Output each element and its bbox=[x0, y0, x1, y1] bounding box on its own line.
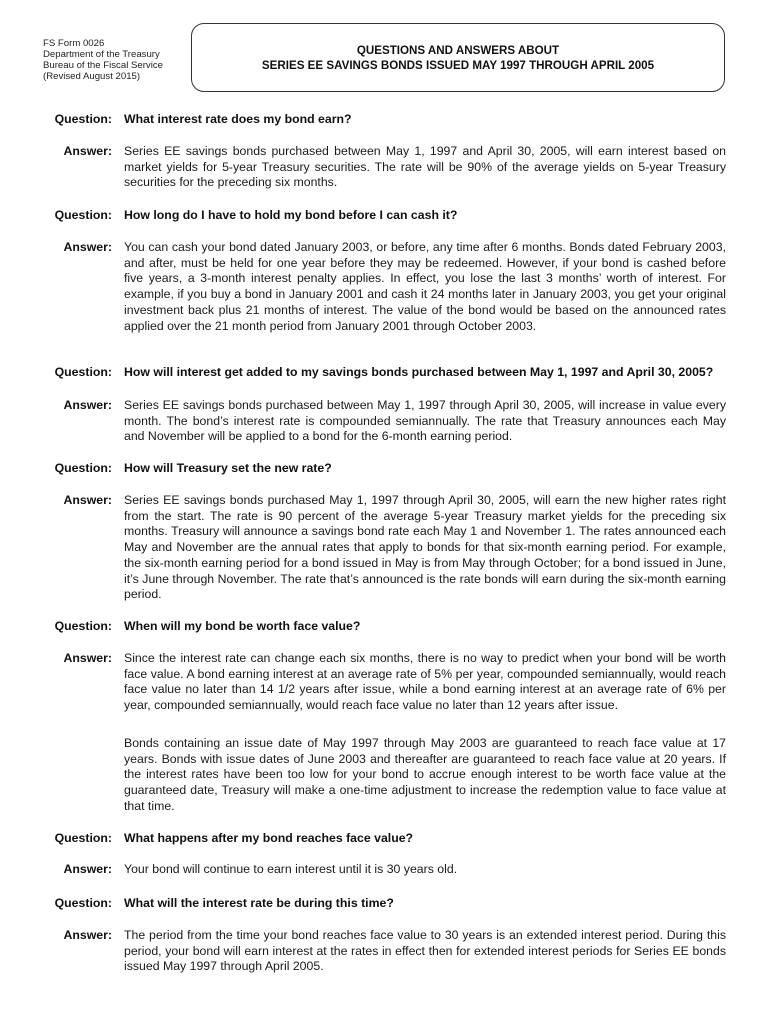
question-text: What happens after my bond reaches face value? bbox=[124, 831, 414, 845]
answer-text: Series EE savings bonds purchased between May 1, 1997 and April 30, 2005, will earn interest based on market yields for 5-year Treasury securities. The rate will be 90% of the average yields on 5-year Treasury securities for the preceding six months. bbox=[124, 144, 726, 190]
title-line-1: QUESTIONS AND ANSWERS ABOUT bbox=[356, 43, 560, 57]
answer-text: You can cash your bond dated January 2003, or before, any time after 6 months. Bonds dated February 2003, and after, must be held for one year before they may be redeemed. However, if your bond is cashed before five years, a 3-month interest penalty applies. In effect, you lose the last 3 months’ worth of interest. For example, if you buy a bond in January 2001 and cash it 24 months later in January 2003, you get your original investment back plus 21 months of interest. The value of the bond would be based on the announced rates applied over the 21 month period from January 2001 through October 2003. bbox=[124, 240, 726, 333]
question-text: When will my bond be worth face value? bbox=[124, 619, 361, 633]
title-line-2: SERIES EE SAVINGS BONDS ISSUED MAY 1997 THROUGH APRIL 2005 bbox=[261, 58, 655, 72]
revision-date: (Revised August 2015) bbox=[43, 71, 141, 82]
answer-label: Answer: bbox=[63, 398, 112, 412]
answer-text: Series EE savings bonds purchased May 1, 1997 through April 30, 2005, will earn the new higher rates right from the start. The rate is 90 percent of the average 5-year Treasury market yields for the preceding six months. Treasury will announce a savings bond rate each May 1 and November 1. The rates announced each May and November are the annual rates that apply to bonds for that six-month earning period. For example, the six-month earning period for a bond issued in May is from May through October; for a bond issued in June, it’s June through November. The rate that’s announced is the rate bonds will earn during the six-month earning period. bbox=[124, 493, 726, 602]
answer-label: Answer: bbox=[63, 862, 112, 876]
bureau-name: Bureau of the Fiscal Service bbox=[43, 60, 163, 71]
answer-label: Answer: bbox=[63, 493, 112, 507]
answer-label: Answer: bbox=[63, 651, 112, 665]
answer-text: Series EE savings bonds purchased between May 1, 1997 through April 30, 2005, will increase in value every month. The bond’s interest rate is compounded semiannually. The rate that Treasury announces each May and November will be applied to a bond for the 6-month earning period. bbox=[124, 398, 726, 444]
question-text: What will the interest rate be during this time? bbox=[124, 896, 394, 910]
department-name: Department of the Treasury bbox=[43, 49, 160, 60]
question-label: Question: bbox=[54, 208, 112, 222]
question-text: How will interest get added to my savings bonds purchased between May 1, 1997 and April 30, 2005? bbox=[124, 365, 714, 379]
question-label: Question: bbox=[54, 461, 112, 475]
question-label: Question: bbox=[54, 365, 112, 379]
question-text: How will Treasury set the new rate? bbox=[124, 461, 332, 475]
question-label: Question: bbox=[54, 896, 112, 910]
answer-label: Answer: bbox=[63, 144, 112, 158]
answer-text: Since the interest rate can change each six months, there is no way to predict when your bond will be worth face value. A bond earning interest at an average rate of 5% per year, compounded semiannually, would reach face value no later than 14 1/2 years after issue, while a bond earning interest at an average rate of 6% per year, compounded semiannually, would reach face value no later than 12 years after issue. bbox=[124, 651, 726, 713]
question-text: What interest rate does my bond earn? bbox=[124, 112, 352, 126]
question-text: How long do I have to hold my bond before I can cash it? bbox=[124, 208, 458, 222]
answer-text: Your bond will continue to earn interest until it is 30 years old. bbox=[124, 862, 458, 876]
answer-text: Bonds containing an issue date of May 1997 through May 2003 are guaranteed to reach face value at 17 years. Bonds with issue dates of June 2003 and thereafter are guaranteed to reach face value at 20 years. If the interest rates have been too low for your bond to accrue enough interest to be worth face value at the guaranteed date, Treasury will make a one-time adjustment to increase the redemption value to face value at that time. bbox=[124, 736, 726, 813]
question-label: Question: bbox=[54, 831, 112, 845]
question-label: Question: bbox=[54, 619, 112, 633]
document-title-box bbox=[191, 23, 725, 92]
form-number: FS Form 0026 bbox=[43, 38, 105, 49]
question-label: Question: bbox=[54, 112, 112, 126]
answer-label: Answer: bbox=[63, 928, 112, 942]
answer-label: Answer: bbox=[63, 240, 112, 254]
answer-text: The period from the time your bond reaches face value to 30 years is an extended interest period. During this period, your bond will earn interest at the rates in effect then for extended interest periods for Series EE bonds issued May 1997 through April 2005. bbox=[124, 928, 726, 974]
form-identifier bbox=[43, 38, 163, 82]
